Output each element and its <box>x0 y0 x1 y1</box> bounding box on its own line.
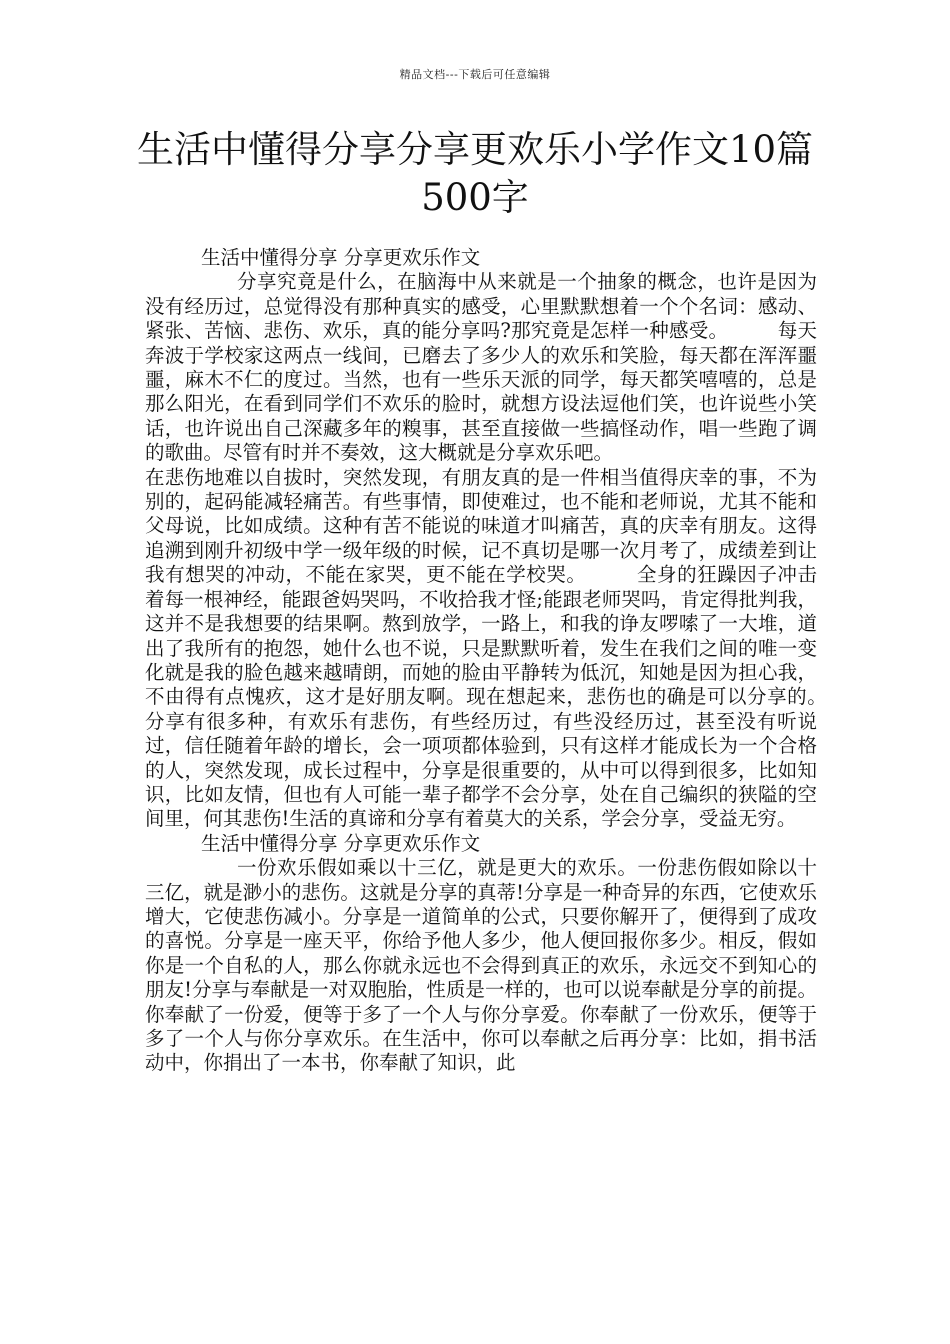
paragraph-3: 一份欢乐假如乘以十三亿，就是更大的欢乐。一份悲伤假如除以十三亿，就是渺小的悲伤。这就是分享的真蒂!分享是一种奇异的东西，它使欢乐增大，它使悲伤减小。分享是一道简单的公式，只要你解开了，便得到了成攻的喜悦。分享是一座天平，你给予他人多少，他人便回报你多少。相反，假如你是一个自私的人，那么你就永远也不会得到真正的欢乐，永远交不到知心的朋友!分享与奉献是一对双胞胎，性质是一样的，也可以说奉献是分享的前提。你奉献了一份爱，便等于多了一个人与你分享爱。你奉献了一份欢乐，便等于多了一个人与你分享欢乐。在生活中，你可以奉献之后再分享：比如，捐书活动中，你捐出了一本书，你奉献了知识，此 <box>145 856 817 1075</box>
section-heading-2: 生活中懂得分享 分享更欢乐作文 <box>201 831 481 855</box>
document-title: 生活中懂得分享分享更欢乐小学作文10篇500字 <box>136 128 814 219</box>
paragraph-1: 分享究竟是什么，在脑海中从来就是一个抽象的概念，也许是因为没有经历过，总觉得没有那种真实的感受，心里默默想着一个个名词：感动、紧张、苦恼、悲伤、欢乐，真的能分享吗?那究竟是怎样一种感受。 每天奔波于学校家这两点一线间，已磨去了多少人的欢乐和笑脸，每天都在浑浑噩噩，麻木不仁的度过。当然，也有一些乐天派的同学，每天都笑嘻嘻的，总是那么阳光，在看到同学们不欢乐的脸时，就想方设法逗他们笑，也许说些小笑话，也许说出自己深藏多年的糗事，甚至直接做一些搞怪动作，唱一些跑了调的歌曲。尽管有时并不奏效，这大概就是分享欢乐吧。 <box>145 270 817 465</box>
paragraph-2: 在悲伤地难以自拔时，突然发现，有朋友真的是一件相当值得庆幸的事，不为别的，起码能减轻痛苦。有些事情，即使难过，也不能和老师说，尤其不能和父母说，比如成绩。这种有苦不能说的味道才叫痛苦，真的庆幸有朋友。这得追溯到刚升初级中学一级年级的时候，记不真切是哪一次月考了，成绩差到让我有想哭的冲动，不能在家哭，更不能在学校哭。 全身的狂躁因子冲击着每一根神经，能跟爸妈哭吗，不收拾我才怪;能跟老师哭吗，肯定得批判我，这并不是我想要的结果啊。熬到放学，一路上，和我的诤友啰嗦了一大堆，道出了我所有的抱怨，她什么也不说，只是默默听着，发生在我们之间的唯一变化就是我的脸色越来越晴朗，而她的脸由平静转为低沉，知她是因为担心我，不由得有点愧疚，这才是好朋友啊。现在想起来，悲伤也的确是可以分享的。 分享有很多种，有欢乐有悲伤，有些经历过，有些没经历过，甚至没有听说过，信任随着年龄的增长，会一项项都体验到，只有这样才能成长为一个合格的人，突然发现，成长过程中，分享是很重要的，从中可以得到很多，比如知识，比如友情，但也有人可能一辈子都学不会分享，处在自己编织的狭隘的空间里，何其悲伤!生活的真谛和分享有着莫大的关系，学会分享，受益无穷。 <box>145 465 876 831</box>
section-heading-1: 生活中懂得分享 分享更欢乐作文 <box>201 246 481 269</box>
document-body <box>145 246 876 1076</box>
page-header: 精品文档---下载后可任意编辑 <box>399 68 551 81</box>
